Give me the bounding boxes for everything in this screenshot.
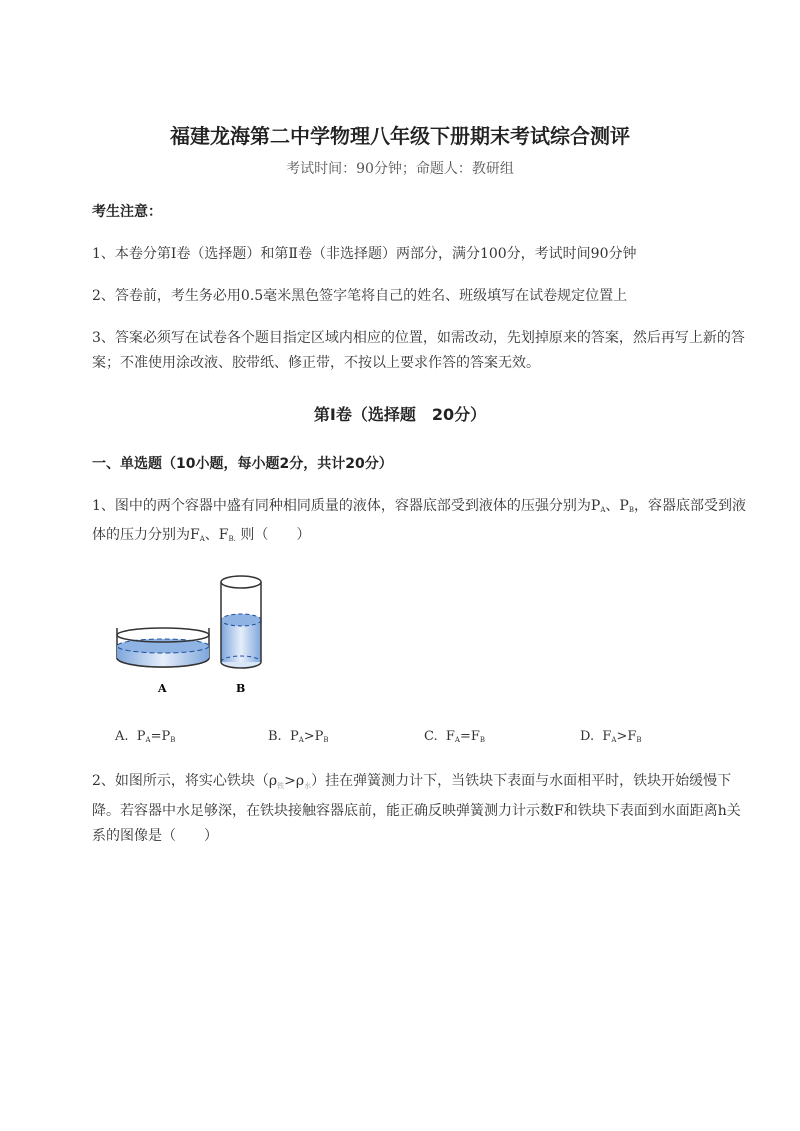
- option-text: =F: [459, 729, 480, 744]
- option-a[interactable]: [115, 729, 175, 744]
- option-text: F: [602, 729, 612, 744]
- q2-text: 2、如图所示，将实心铁块（ρ: [92, 773, 278, 789]
- page-title: 福建龙海第二中学物理八年级下册期末考试综合测评: [170, 124, 630, 148]
- sub: B.: [228, 535, 236, 543]
- q2-text: >ρ: [284, 773, 305, 789]
- option-text: =P: [150, 729, 171, 744]
- section-title: 第I卷（选择题 20分）: [313, 405, 487, 424]
- q1-text: 1、图中的两个容器中盛有同种相同质量的液体，容器底部受到液体的压强分别为P: [92, 498, 601, 514]
- question-1: [92, 494, 752, 552]
- sub: B: [636, 736, 642, 744]
- q1-text: 则（ ）: [235, 527, 311, 543]
- label-b: B: [236, 682, 246, 695]
- option-letter: A.: [115, 729, 129, 744]
- sub: A: [600, 506, 606, 514]
- option-d[interactable]: [580, 729, 642, 744]
- sub: A: [199, 535, 205, 543]
- sub: A: [145, 736, 151, 744]
- container-a: [117, 628, 209, 667]
- label-a: A: [158, 682, 167, 695]
- notice-heading: 考生注意：: [92, 204, 162, 220]
- option-text: F: [445, 729, 455, 744]
- containers-figure: [100, 570, 280, 705]
- q1-text: ，容器底部受到液体的压力分别为F: [92, 498, 746, 543]
- sub: 水: [304, 782, 312, 790]
- option-c[interactable]: [424, 729, 485, 744]
- container-b: [221, 576, 261, 668]
- notice-item-2: 2、答卷前，考生务必用0.5毫米黑色签字笔将自己的姓名、班级填写在试卷规定位置上: [92, 288, 628, 304]
- q1-text: 、P: [605, 498, 629, 514]
- q2-text: ）挂在弹簧测力计下，当铁块下表面与水面相平时，铁块开始缓慢下降。若容器中水足够深，在铁块接触容器底前，能正确反映弹簧测力计示数F和铁块下表面到水面距离h关系的图像是（ ）: [92, 773, 741, 844]
- option-text: >F: [616, 729, 637, 744]
- sub: B: [323, 736, 329, 744]
- option-text: P: [136, 729, 146, 744]
- option-b[interactable]: [268, 729, 329, 744]
- sub: A: [298, 736, 304, 744]
- option-text: P: [289, 729, 299, 744]
- notice-item-3: 3、答案必须写在试卷各个题目指定区域内相应的位置，如需改动，先划掉原来的答案，然后再写上新的答案；不准使用涂改液、胶带纸、修正带，不按以上要求作答的答案无效。: [92, 330, 745, 371]
- sub: A: [454, 736, 460, 744]
- sub: B: [628, 506, 634, 514]
- exam-info: 考试时间：90分钟；命题人：教研组: [286, 161, 514, 177]
- sub: 铁: [277, 782, 285, 790]
- option-letter: B.: [268, 729, 282, 744]
- option-letter: D.: [580, 729, 595, 744]
- sub: B: [479, 736, 486, 744]
- sub: B: [170, 736, 176, 744]
- sub: A: [611, 736, 617, 744]
- option-text: >P: [303, 729, 324, 744]
- option-letter: C.: [424, 729, 438, 744]
- question-2: [92, 769, 752, 849]
- q1-text: 、F: [204, 527, 229, 543]
- part-heading: 一、单选题（10小题，每小题2分，共计20分）: [92, 456, 393, 472]
- notice-item-1: 1、本卷分第I卷（选择题）和第Ⅱ卷（非选择题）两部分，满分100分，考试时间90分钟: [92, 246, 637, 262]
